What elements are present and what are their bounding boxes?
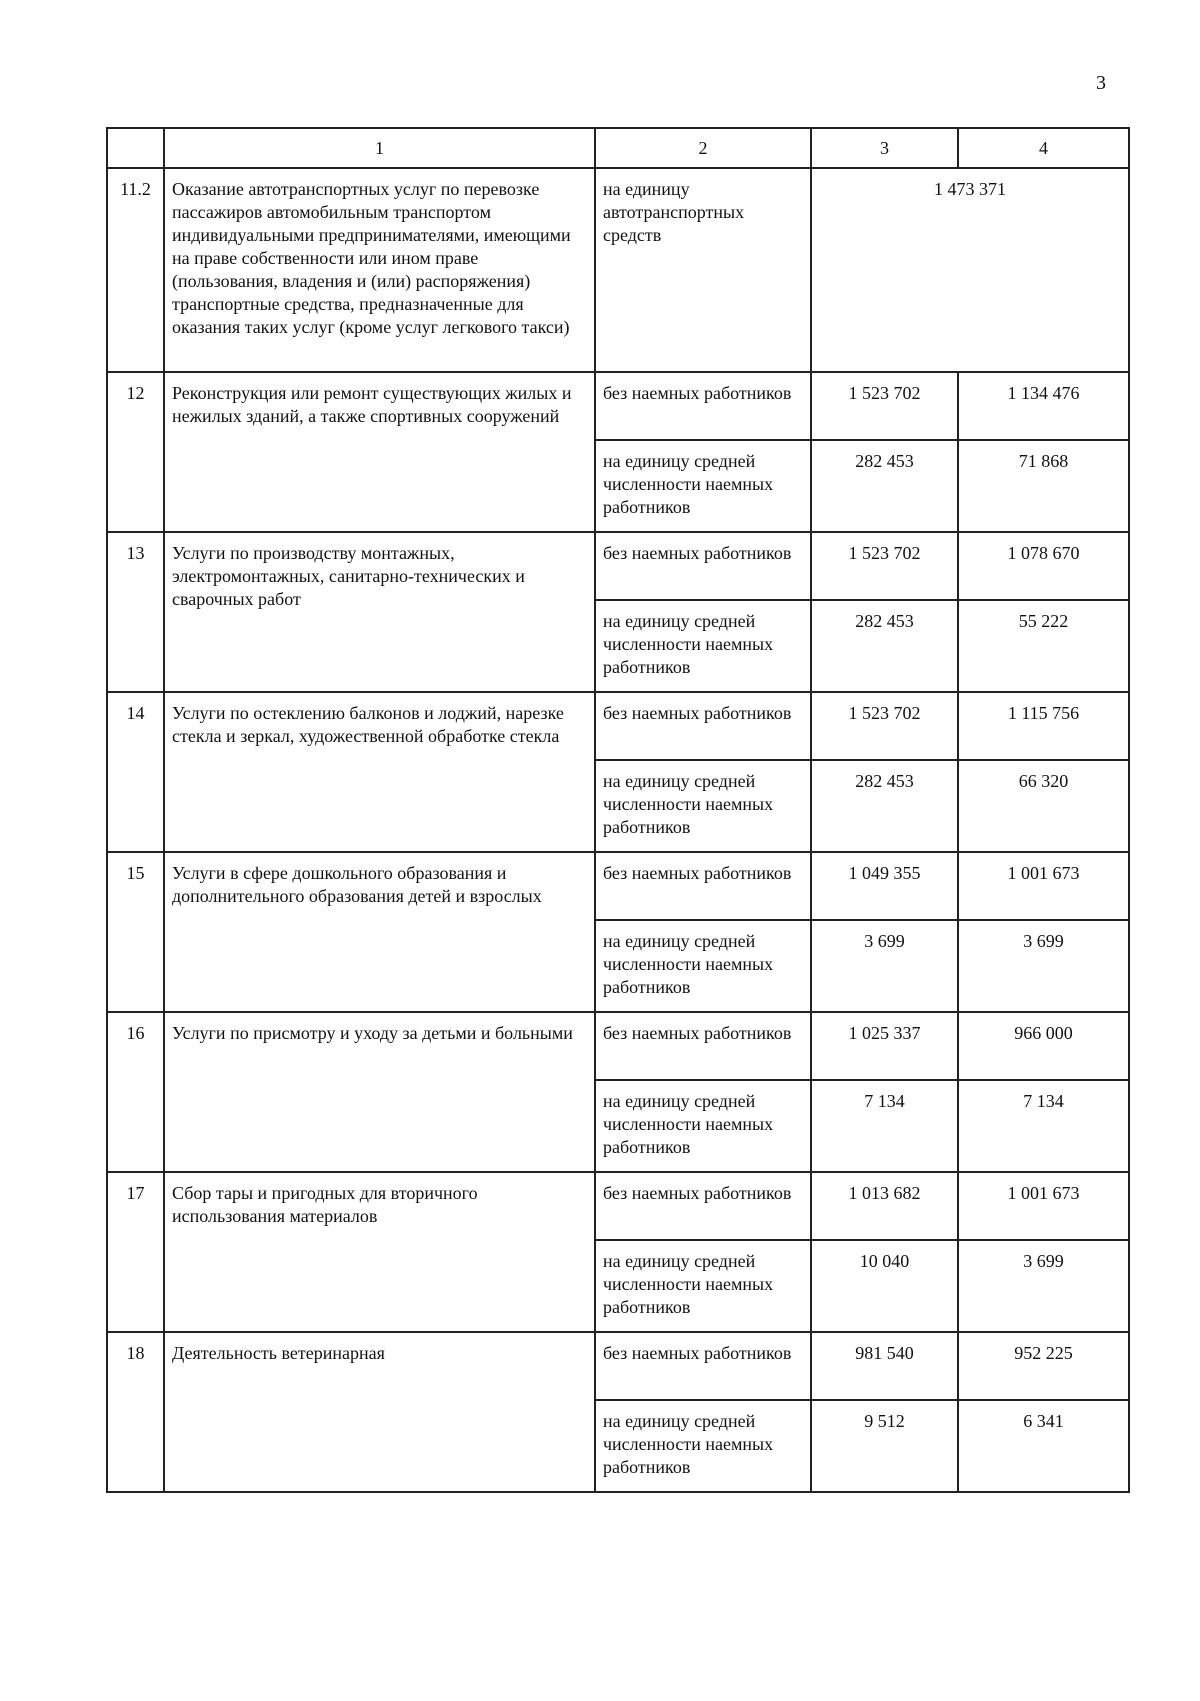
unit-cell: на единицу средней численности наемных работников — [595, 1240, 811, 1332]
table-row — [107, 1172, 1129, 1240]
unit-cell: на единицу средней численности наемных работников — [595, 760, 811, 852]
value-cell-col3: 10 040 — [811, 1240, 958, 1332]
value-cell-col4: 1 001 673 — [958, 1172, 1129, 1240]
value-cell-col4: 71 868 — [958, 440, 1129, 532]
unit-cell: без наемных работников — [595, 532, 811, 600]
value-cell-col4: 6 341 — [958, 1400, 1129, 1492]
value-cell-col3: 1 523 702 — [811, 692, 958, 760]
row-number: 11.2 — [107, 168, 164, 372]
value-cell: 1 473 371 — [811, 168, 1129, 372]
header-cell-3: 3 — [811, 128, 958, 168]
activity-name: Услуги по производству монтажных, электромонтажных, санитарно-технических и сварочных работ — [164, 532, 595, 692]
unit-cell: без наемных работников — [595, 1332, 811, 1400]
value-cell-col4: 3 699 — [958, 1240, 1129, 1332]
value-cell-col3: 3 699 — [811, 920, 958, 1012]
value-cell-col3: 981 540 — [811, 1332, 958, 1400]
unit-cell: на единицу средней численности наемных работников — [595, 440, 811, 532]
unit-cell: на единицу автотранспортных средств — [595, 168, 811, 372]
value-cell-col3: 282 453 — [811, 760, 958, 852]
value-cell-col3: 1 523 702 — [811, 532, 958, 600]
value-cell-col3: 282 453 — [811, 440, 958, 532]
unit-cell: без наемных работников — [595, 372, 811, 440]
table-row — [107, 1332, 1129, 1400]
table-row — [107, 692, 1129, 760]
table-row — [107, 168, 1129, 372]
unit-cell: без наемных работников — [595, 1172, 811, 1240]
activity-name: Услуги по остеклению балконов и лоджий, нарезке стекла и зеркал, художественной обработке стекла — [164, 692, 595, 852]
row-number: 12 — [107, 372, 164, 532]
table-row — [107, 1012, 1129, 1080]
value-cell-col4: 952 225 — [958, 1332, 1129, 1400]
row-number: 15 — [107, 852, 164, 1012]
tariff-table — [106, 127, 1130, 1493]
value-cell-col4: 1 115 756 — [958, 692, 1129, 760]
row-number: 14 — [107, 692, 164, 852]
activity-name: Услуги по присмотру и уходу за детьми и больными — [164, 1012, 595, 1172]
table-row — [107, 532, 1129, 600]
header-cell-2: 2 — [595, 128, 811, 168]
activity-name: Деятельность ветеринарная — [164, 1332, 595, 1492]
unit-cell: на единицу средней численности наемных работников — [595, 1080, 811, 1172]
row-number: 16 — [107, 1012, 164, 1172]
unit-cell: на единицу средней численности наемных работников — [595, 1400, 811, 1492]
table-header-row — [107, 128, 1129, 168]
value-cell-col4: 1 078 670 — [958, 532, 1129, 600]
value-cell-col3: 9 512 — [811, 1400, 958, 1492]
activity-name: Оказание автотранспортных услуг по перевозке пассажиров автомобильным транспортом индивидуальными предпринимателями, имеющими на праве собственности или ином праве (пользования, владения и (или) распоряжения) транспортные средства, предназначенные для оказания таких услуг (кроме услуг легкового такси) — [164, 168, 595, 372]
value-cell-col3: 1 013 682 — [811, 1172, 958, 1240]
value-cell-col3: 7 134 — [811, 1080, 958, 1172]
row-number: 17 — [107, 1172, 164, 1332]
value-cell-col4: 966 000 — [958, 1012, 1129, 1080]
value-cell-col3: 282 453 — [811, 600, 958, 692]
unit-cell: без наемных работников — [595, 852, 811, 920]
value-cell-col3: 1 025 337 — [811, 1012, 958, 1080]
header-cell-0 — [107, 128, 164, 168]
page-number: 3 — [1096, 72, 1106, 94]
value-cell-col3: 1 523 702 — [811, 372, 958, 440]
header-cell-4: 4 — [958, 128, 1129, 168]
table-row — [107, 372, 1129, 440]
value-cell-col4: 55 222 — [958, 600, 1129, 692]
unit-cell: на единицу средней численности наемных работников — [595, 600, 811, 692]
value-cell-col4: 1 134 476 — [958, 372, 1129, 440]
value-cell-col4: 66 320 — [958, 760, 1129, 852]
header-cell-1: 1 — [164, 128, 595, 168]
value-cell-col3: 1 049 355 — [811, 852, 958, 920]
row-number: 18 — [107, 1332, 164, 1492]
value-cell-col4: 1 001 673 — [958, 852, 1129, 920]
activity-name: Услуги в сфере дошкольного образования и дополнительного образования детей и взрослых — [164, 852, 595, 1012]
activity-name: Реконструкция или ремонт существующих жилых и нежилых зданий, а также спортивных сооружений — [164, 372, 595, 532]
unit-cell: без наемных работников — [595, 1012, 811, 1080]
row-number: 13 — [107, 532, 164, 692]
unit-cell: без наемных работников — [595, 692, 811, 760]
value-cell-col4: 3 699 — [958, 920, 1129, 1012]
table-row — [107, 852, 1129, 920]
unit-cell: на единицу средней численности наемных работников — [595, 920, 811, 1012]
activity-name: Сбор тары и пригодных для вторичного использования материалов — [164, 1172, 595, 1332]
value-cell-col4: 7 134 — [958, 1080, 1129, 1172]
